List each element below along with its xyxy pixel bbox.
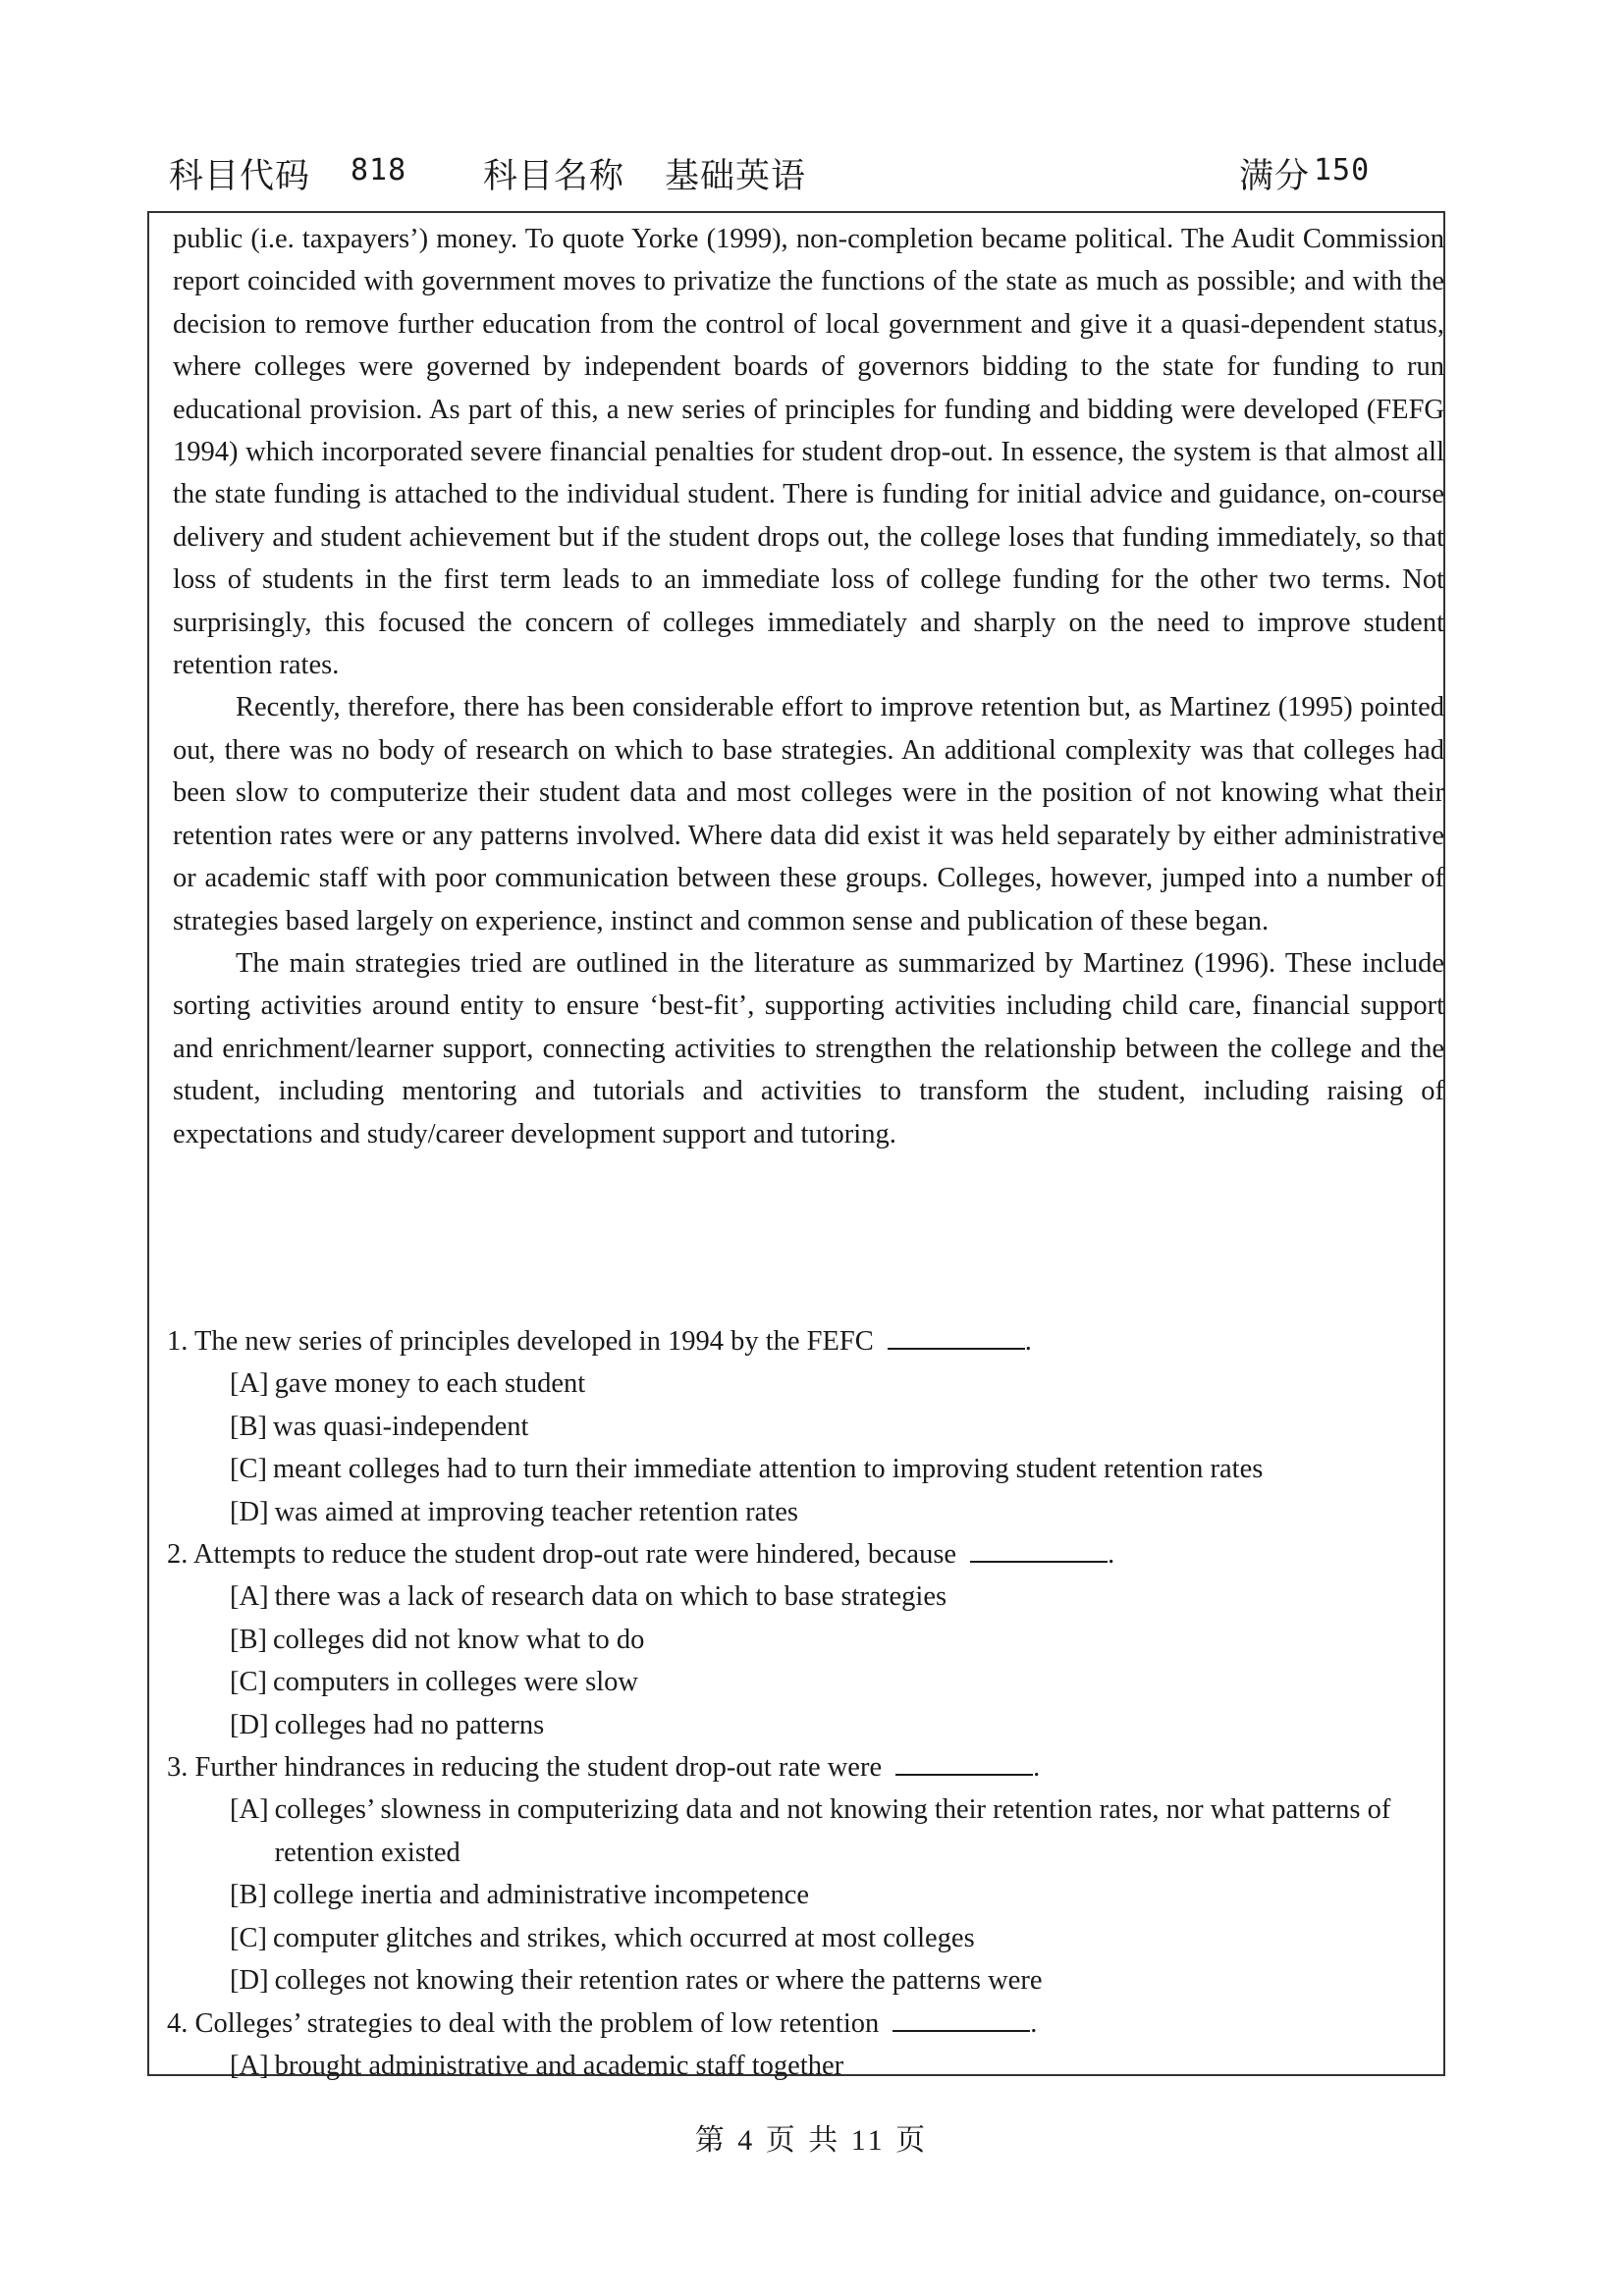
page-number: 第 4 页 共 11 页 — [694, 2124, 929, 2157]
option-b: [B] was quasi-independent — [230, 1411, 529, 1442]
question-stem: 1. The new series of principles developed in 1994 by the FEFC — [167, 1326, 874, 1357]
page-header — [169, 149, 1396, 198]
option-d: [D] colleges not knowing their retention rates or where the patterns were — [230, 1965, 1043, 1997]
question-1: 1. The new series of principles developed in 1994 by the FEFC . [A] gave money to each student [B] was quasi-independent [C] meant colleges had to turn their immediate attention to improving student retention rates [D] was aimed at improving teacher retention rates — [167, 1320, 1434, 1533]
option-b: [B] college inertia and administrative incompetence — [230, 1880, 810, 1911]
option-a: [A] brought administrative and academic staff together — [230, 2050, 844, 2081]
question-4: 4. Colleges’ strategies to deal with the problem of low retention . [A] brought administrative and academic staff together — [167, 2002, 1434, 2088]
question-list — [167, 1320, 1434, 2087]
answer-blank — [893, 2004, 1030, 2032]
option-b: [B] colleges did not know what to do — [230, 1624, 645, 1655]
reading-passage — [173, 218, 1444, 1155]
answer-blank — [970, 1535, 1108, 1563]
full-score: 150 — [1314, 153, 1371, 187]
answer-blank — [888, 1322, 1025, 1350]
option-c: [C] computers in colleges were slow — [230, 1667, 638, 1698]
subject-name: 基础英语 — [665, 157, 807, 195]
question-stem: 3. Further hindrances in reducing the student drop-out rate were — [167, 1752, 883, 1784]
option-c: [C] computer glitches and strikes, which occurred at most colleges — [230, 1922, 975, 1953]
passage-paragraph: Recently, therefore, there has been considerable effort to improve retention but, as Martinez (1995) pointed out, there was no body of research on which to base strategies. An additional complexity was that colleges had been slow to computerize their student data and most colleges were in the position of not knowing what their retention rates were or any patterns involved. Where data did exist it was held separately by either administrative or academic staff with poor communication between these groups. Colleges, however, jumped into a number of strategies based largely on experience, instinct and common sense and publication of these began. — [173, 692, 1444, 936]
question-stem: 2. Attempts to reduce the student drop-out rate were hindered, because — [167, 1539, 957, 1571]
question-3: 3. Further hindrances in reducing the student drop-out rate were . [A] colleges’ slowness in computerizing data and not knowing their retention rates, nor what patterns of retention existed [B] college inertia and administrative incompetence [C] computer glitches and strikes, which occurred at most colleges [D] colleges not knowing their retention rates or where the patterns were — [167, 1746, 1434, 2002]
passage-paragraph: The main strategies tried are outlined in the literature as summarized by Martinez (1996). These include sorting activities around entity to ensure ‘best-fit’, supporting activities including child care, financial support and enrichment/learner support, connecting activities to strengthen the relationship between the college and the student, including mentoring and tutorials and activities to transform the student, including raising of expectations and study/career development support and tutoring. — [173, 947, 1444, 1149]
answer-blank — [895, 1748, 1033, 1776]
option-d: [D] colleges had no patterns — [230, 1709, 545, 1740]
subject-code: 818 — [351, 153, 407, 187]
option-a: [A] colleges’ slowness in computerizing data and not knowing their retention rates, nor what patterns of retention existed — [230, 1794, 1391, 1868]
option-a: [A] there was a lack of research data on which to base strategies — [230, 1581, 947, 1613]
option-c: [C] meant colleges had to turn their immediate attention to improving student retention rates — [230, 1454, 1264, 1485]
passage-paragraph: public (i.e. taxpayers’) money. To quote Yorke (1999), non-completion became political. The Audit Commission report coincided with government moves to privatize the functions of the state as much as possible; and with the decision to remove further education from the control of local government and give it a quasi-dependent status, where colleges were governed by independent boards of governors bidding to the state for funding to run educational provision. As part of this, a new series of principles for funding and bidding were developed (FEFG 1994) which incorporated severe financial penalties for student drop-out. In essence, the system is that almost all the state funding is attached to the individual student. There is funding for initial advice and guidance, on-course delivery and student achievement but if the student drops out, the college loses that funding immediately, so that loss of students in the first term leads to an immediate loss of college funding for the other two terms. Not surprisingly, this focused the concern of colleges immediately and sharply on the need to improve student retention rates. — [173, 224, 1444, 681]
option-d: [D] was aimed at improving teacher retention rates — [230, 1496, 798, 1527]
full-score-label: 满分 — [1239, 157, 1311, 195]
question-stem: 4. Colleges’ strategies to deal with the problem of low retention — [167, 2007, 880, 2039]
subject-name-label: 科目名称 — [483, 157, 625, 195]
question-2: 2. Attempts to reduce the student drop-out rate were hindered, because . [A] there was a lack of research data on which to base strategies [B] colleges did not know what to do [C] computers in colleges were slow [D] colleges had no patterns — [167, 1533, 1434, 1746]
subject-code-label: 科目代码 — [169, 157, 311, 195]
option-a: [A] gave money to each student — [230, 1368, 586, 1400]
